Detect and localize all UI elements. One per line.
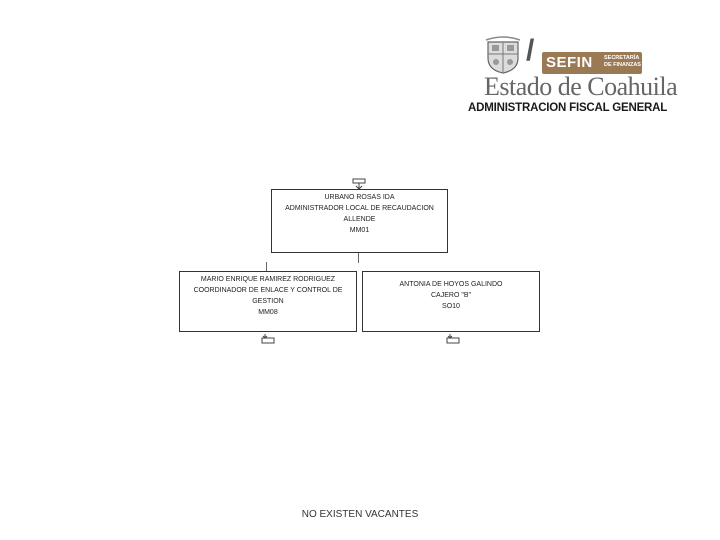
node-name: ANTONIA DE HOYOS GALINDO xyxy=(399,281,503,288)
node-title: CAJERO "B" xyxy=(431,292,471,299)
logo-divider: / xyxy=(526,34,535,67)
org-node-root xyxy=(271,189,448,253)
sefin-coahuila-logo xyxy=(468,34,678,118)
org-connector-icon xyxy=(446,334,460,344)
sefin-subtitle: SECRETARÍA DE FINANZAS xyxy=(604,55,641,68)
node-code: MM08 xyxy=(258,309,278,316)
node-code: MM01 xyxy=(349,227,370,234)
sefin-badge xyxy=(542,52,642,74)
agency-name: ADMINISTRACION FISCAL GENERAL xyxy=(468,102,668,114)
connector-line xyxy=(358,253,359,263)
org-node-child-2 xyxy=(362,271,540,332)
org-node-child-1 xyxy=(179,271,357,332)
node-name: MARIO ENRIQUE RAMIREZ RODRIGUEZ xyxy=(200,276,336,283)
state-name: Estado de Coahuila xyxy=(484,72,678,101)
node-title: COORDINADOR DE ENLACE Y CONTROL DE xyxy=(193,287,343,294)
vacancies-note: NO EXISTEN VACANTES xyxy=(301,509,419,520)
org-connector-icon xyxy=(261,334,275,344)
connector-line xyxy=(266,262,267,271)
node-name: URBANO ROSAS IDA xyxy=(324,194,395,201)
node-title-cont: GESTION xyxy=(252,298,284,305)
coat-of-arms-icon xyxy=(484,36,522,74)
node-location: ALLENDE xyxy=(343,216,376,223)
sefin-label: SEFIN xyxy=(546,54,593,71)
node-code: SO10 xyxy=(442,303,460,310)
node-title: ADMINISTRADOR LOCAL DE RECAUDACION xyxy=(285,205,434,212)
